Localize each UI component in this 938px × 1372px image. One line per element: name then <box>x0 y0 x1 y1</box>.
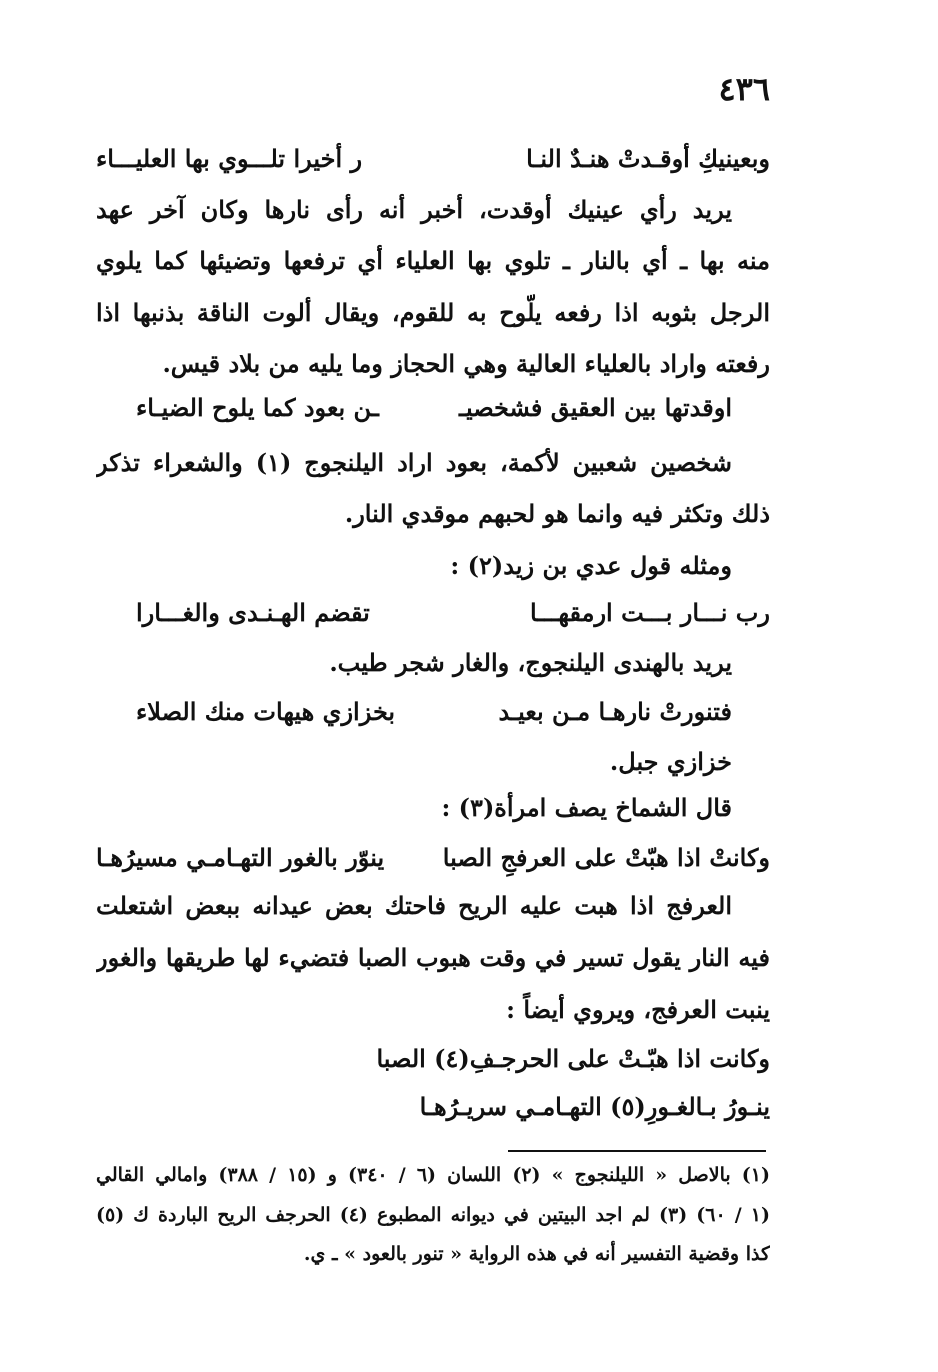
footnote-separator <box>508 1150 766 1152</box>
verse-6-line-2: ينـورُ بـالغـورِ(٥) التهـامـي سريـرُهـا <box>419 1092 770 1121</box>
paragraph-line: قال الشماخ يصف امرأة(٣) : <box>441 793 732 822</box>
page-number: ٤٣٦ <box>718 70 770 108</box>
footnote-line: (١ / ٦٠) (٣) لم اجد البيتين في ديوانه المطبوع (٤) الحرجف الريح الباردة ك (٥) <box>96 1204 770 1226</box>
verse-5-second-hemistich: ينوّر بالغور التهـامـي مسيرُهـا <box>96 843 385 872</box>
paragraph-line: ينبت العرفج، ويروي أيضاً : <box>506 995 770 1024</box>
paragraph-line: شخصين شعبين لأكمة، بعود اراد اليلنجوج (١) والشعراء تذكر <box>96 448 732 477</box>
paragraph-line: خزازي جبل. <box>609 747 732 776</box>
paragraph-line: ذلك وتكثر فيه وانما هو لحبهم موقدي النار. <box>344 499 770 528</box>
verse-3-first-hemistich: رب نـــار بـــت ارمقهـــا <box>530 598 770 627</box>
paragraph-line: يريد بالهندى اليلنجوج، والغار شجر طيب. <box>329 648 732 677</box>
paragraph-line: يريد رأي عينيك أوقدت، أخبر أنه رأى نارها وكان آخر عهد <box>96 195 732 224</box>
paragraph-line: العرفج اذا هبت عليه الريح فاحتك بعض عيدانه ببعض اشتعلت <box>96 891 732 920</box>
verse-1-first-hemistich: وبعينيكِ أوقـدتْ هنـدٌ النـا <box>526 144 770 173</box>
verse-4-second-hemistich: بخزازي هيهات منك الصلاء <box>136 697 396 726</box>
paragraph-line: فيه النار يقول تسير في وقت هبوب الصبا فتضيء لها طريقها والغور <box>96 943 770 972</box>
paragraph-line: ومثله قول عدي بن زيد(٢) : <box>450 551 732 580</box>
paragraph-line: الرجل بثوبه اذا رفعه يلّوح به للقوم، ويقال ألوت الناقة بذنبها اذا <box>96 298 770 327</box>
footnote-line: كذا وقضية التفسير أنه في هذه الرواية « تنور بالعود » ـ ي. <box>303 1243 770 1265</box>
verse-2-first-hemistich: اوقدتها بين العقيق فشخصيـ <box>458 393 732 422</box>
verse-1-second-hemistich: ر أخيرا تلـــوي بها العليـــاء <box>96 144 363 173</box>
verse-4-first-hemistich: فتنورتْ نارهـا مـن بعيـد <box>498 697 732 726</box>
verse-3-second-hemistich: تقضم الهـنـدى والغـــارا <box>136 598 370 627</box>
verse-6-line-1: وكانت اذا هبّـتْ على الحرجـفِ(٤) الصبا <box>376 1044 770 1073</box>
verse-5-first-hemistich: وكانتْ اذا هبّتْ على العرفجِ الصبا <box>442 843 770 872</box>
paragraph-line: رفعته واراد بالعلياء العالية وهي الحجاز وما يليه من بلاد قيس. <box>162 349 770 378</box>
paragraph-line: منه بها ـ أي بالنار ـ تلوي بها العلياء أي ترفعها وتضيئها كما يلوي <box>96 246 770 275</box>
verse-2-second-hemistich: ـن بعود كما يلوح الضيـاء <box>136 393 379 422</box>
footnote-line: (١) بالاصل « الليلنجوج » (٢) اللسان (٦ / ٣٤٠) و (١٥ / ٣٨٨) وامالي القالي <box>96 1164 770 1186</box>
